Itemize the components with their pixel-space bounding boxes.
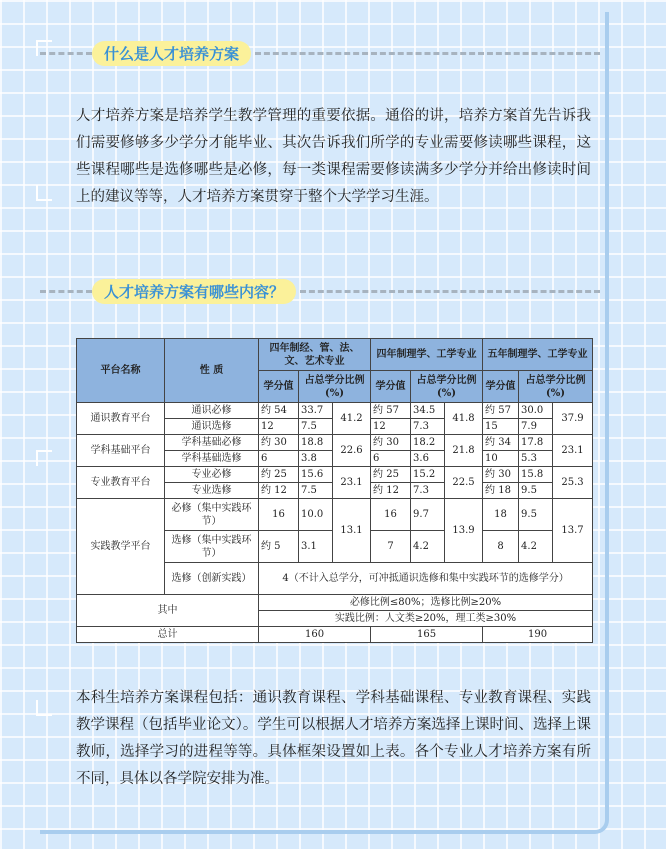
credit-cell: 约 30 [483,467,519,483]
ratio-total-cell: 23.1 [333,467,371,499]
credit-cell: 12 [259,419,299,435]
ratio-total-cell: 13.9 [445,499,483,563]
credit-cell: 约 12 [259,483,299,499]
ratio-cell: 10.0 [299,499,333,531]
ratio-cell: 34.5 [411,403,445,419]
ratio-cell: 9.5 [519,499,553,531]
ratio-cell: 9.5 [519,483,553,499]
credit-cell: 约 30 [259,435,299,451]
note-cell: 4（不计入总学分，可冲抵通识选修和集中实践环节的选修学分） [259,563,593,595]
table-row [77,435,593,451]
credit-cell: 10 [483,451,519,467]
nature-cell: 选修（创新实践） [165,563,259,595]
section-title-1: 什么是人才培养方案 [92,41,251,66]
header-group-3: 五年制理学、工学专业 [483,339,593,371]
table-row [77,467,593,483]
ratio-cell: 5.3 [519,451,553,467]
section-header-1 [40,38,600,68]
intro-paragraph: 人才培养方案是培养学生教学管理的重要依据。通俗的讲，培养方案首先告诉我们需要修够多少学分才能毕业、其次告诉我们所学的专业需要修读哪些课程，这些课程哪些是选修哪些是必修，每一类课程需要修读满多少学分并给出修读时间上的建议等等，人才培养方案贯穿于整个大学学习生涯。 [76,108,591,205]
ratio-total-cell: 41.2 [333,403,371,435]
header-group-1: 四年制经、管、法、文、艺术专业 [259,339,371,371]
credit-table [76,338,593,643]
credit-cell: 16 [259,499,299,531]
platform-cell: 专业教育平台 [77,467,165,499]
ratio-cell: 3.1 [299,531,333,563]
credit-cell: 约 25 [259,467,299,483]
credit-cell: 约 25 [371,467,411,483]
nature-cell: 专业必修 [165,467,259,483]
header-platform: 平台名称 [77,339,165,403]
ratio-total-cell: 13.7 [553,499,593,563]
header-ratio: 占总学分比例 (%) [299,371,371,403]
ratio-total-cell: 22.5 [445,467,483,499]
ratio-cell: 3.8 [299,451,333,467]
header-ratio: 占总学分比例 (%) [411,371,483,403]
platform-cell: 通识教育平台 [77,403,165,435]
credit-cell: 约 12 [371,483,411,499]
credit-cell: 约 18 [483,483,519,499]
other-line-cell: 必修比例≤80%；选修比例≥20% [259,595,593,611]
ratio-cell: 7.5 [299,419,333,435]
credit-cell: 约 57 [371,403,411,419]
ratio-cell: 7.3 [411,483,445,499]
total-cell: 160 [259,627,371,643]
ratio-cell: 33.7 [299,403,333,419]
credit-cell: 约 54 [259,403,299,419]
ratio-cell: 15.6 [299,467,333,483]
ratio-cell: 18.2 [411,435,445,451]
corner-mark [36,185,52,201]
ratio-cell: 15.8 [519,467,553,483]
corner-mark [36,700,52,716]
total-cell: 165 [371,627,483,643]
nature-cell: 专业选修 [165,483,259,499]
ratio-cell: 7.3 [411,419,445,435]
ratio-cell: 30.0 [519,403,553,419]
ratio-cell: 4.2 [519,531,553,563]
dashed-divider [40,52,92,55]
credit-cell: 12 [371,419,411,435]
credit-cell: 7 [371,531,411,563]
ratio-total-cell: 22.6 [333,435,371,467]
other-label-cell: 其中 [77,595,259,627]
other-line-cell: 实践比例：人文类≥20%，理工类≥30% [259,611,593,627]
ratio-cell: 17.8 [519,435,553,451]
corner-mark [36,450,52,466]
nature-cell: 通识必修 [165,403,259,419]
dashed-divider [40,290,92,293]
credit-cell: 8 [483,531,519,563]
header-group-2: 四年制理学、工学专业 [371,339,483,371]
summary-paragraph: 本科生培养方案课程包括：通识教育课程、学科基础课程、专业教育课程、实践教学课程（包括毕业论文）。学生可以根据人才培养方案选择上课时间、选择上课教师，选择学习的进程等等。具体框架设置如上表。各个专业人才培养方案有所不同，具体以各学院安排为准。 [76,690,591,787]
platform-cell: 学科基础平台 [77,435,165,467]
table-row [77,403,593,419]
ratio-total-cell: 23.1 [553,435,593,467]
total-label-cell: 总计 [77,627,259,643]
credit-cell: 约 5 [259,531,299,563]
ratio-cell: 7.9 [519,419,553,435]
ratio-cell: 18.8 [299,435,333,451]
header-credit: 学分值 [483,371,519,403]
nature-cell: 通识选修 [165,419,259,435]
dashed-divider [255,52,600,55]
ratio-total-cell: 13.1 [333,499,371,563]
platform-cell: 实践教学平台 [77,499,165,595]
header-nature: 性 质 [165,339,259,403]
table-row [77,499,593,531]
credit-cell: 16 [371,499,411,531]
credit-cell: 6 [259,451,299,467]
credit-cell: 18 [483,499,519,531]
ratio-cell: 7.5 [299,483,333,499]
ratio-total-cell: 37.9 [553,403,593,435]
ratio-cell: 3.6 [411,451,445,467]
total-cell: 190 [483,627,593,643]
header-ratio: 占总学分比例 (%) [519,371,593,403]
credit-cell: 约 57 [483,403,519,419]
nature-cell: 学科基础必修 [165,435,259,451]
table-row [77,627,593,643]
ratio-cell: 15.2 [411,467,445,483]
ratio-total-cell: 41.8 [445,403,483,435]
credit-cell: 6 [371,451,411,467]
credit-cell: 约 30 [371,435,411,451]
nature-cell: 学科基础选修 [165,451,259,467]
table-row [77,595,593,611]
dashed-divider [300,290,600,293]
header-credit: 学分值 [371,371,411,403]
credit-cell: 15 [483,419,519,435]
nature-cell: 选修（集中实践环节） [165,531,259,563]
ratio-total-cell: 21.8 [445,435,483,467]
ratio-cell: 4.2 [411,531,445,563]
section-header-2 [40,276,600,306]
ratio-cell: 9.7 [411,499,445,531]
header-credit: 学分值 [259,371,299,403]
section-title-2: 人才培养方案有哪些内容？ [92,279,296,304]
credit-cell: 约 34 [483,435,519,451]
nature-cell: 必修（集中实践环节） [165,499,259,531]
ratio-total-cell: 25.3 [553,467,593,499]
